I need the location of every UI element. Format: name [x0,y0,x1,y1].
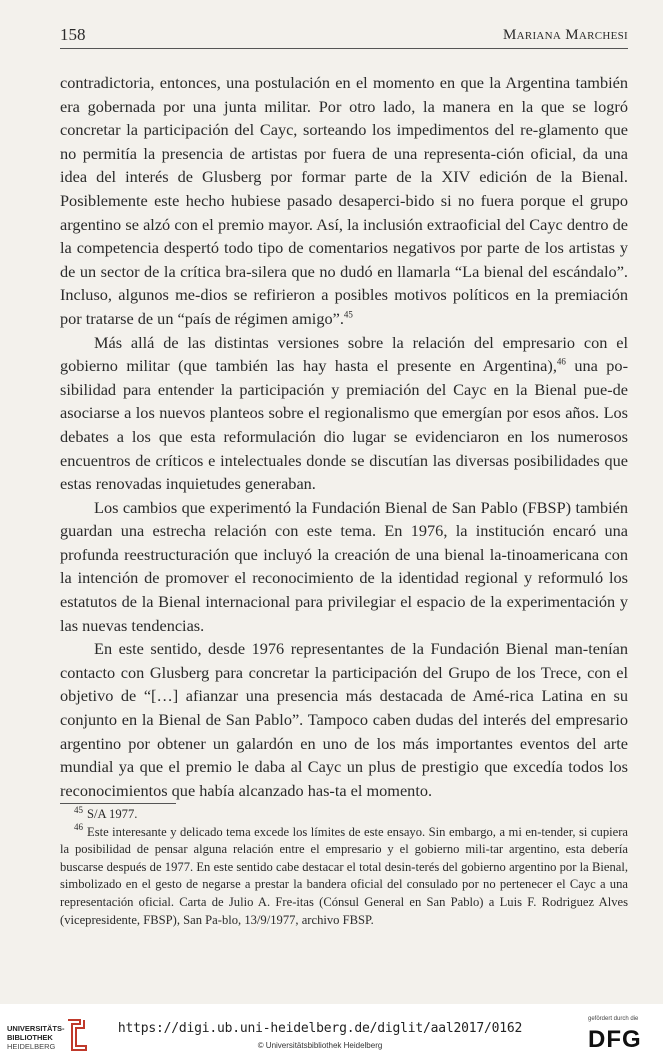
footnote-mark: 45 [74,804,83,815]
digitization-footer [0,1004,663,1059]
paragraph-4: En este sentido, desde 1976 representantes de la Fundación Bienal man-tenían contacto con Glusberg para concretar la participación del Grupo de los Trece, con el objetivo de “[…] afianzar una presencia más destacada de Amé-rica Latina en su conjunto en la Bienal de San Pablo”. Tampoco caben dudas del interés del empresario argentino por obtener un galardón en uno de los más importantes eventos del arte mundial ya que el premio le daba al Cayc un plus de prestigio que excedía todos los reconocimientos que había alcanzado has-ta el momento. [60,639,628,800]
paragraph-3: Los cambios que experimentó la Fundación Bienal de San Pablo (FBSP) también guardan una estrecha relación con este tema. En 1976, la institución encaró una profunda reestructuración que incluyó la creación de una bienal la-tinoamericana con la intención de promover el reconocimiento de la identidad regional y reformuló los estatutos de la Bienal internacional para privilegiar el espacio de la experimentación y las nuevas tendencias. [60,497,628,635]
footnote-46: $^{46}$ Este interesante y delicado tema excede los límites de este ensayo. Sin embargo, a mi en-tender, si cupiera la posibilidad de pensar alguna relación entre el empresario y el gobierno mili-tar argentino, esta debería buscarse después de 1977. En este sentido cabe destacar el total desin-terés del gobierno argentino por la Bienal, simbolizado en el gesto de negarse a prestar la bandera oficial del consulado por no pertenecer el Cayc a una representación oficial. Carta de Julio A. Fre-itas (Cónsul General en San Pablo) a Luis F. Rodriguez Alves (vicepresidente, FBSP), San Pa-blo, 13/9/1977, archivo FBSP. [60,822,628,927]
footnote-45: $^{45}$ S/A 1977. [74,804,138,821]
running-head: Mariana Marchesi [502,27,628,43]
page-header [60,24,628,49]
footnote-mark: 46 [74,822,83,833]
source-url-link[interactable]: https://digi.ub.uni-heidelberg.de/diglit/aal2017/0162 [117,1021,523,1036]
copyright-notice: © Universitätsbibliothek Heidelberg [257,1041,383,1050]
library-emblem-icon [62,1016,92,1054]
sponsor-text: gefördert durch die [588,1016,639,1022]
footnote-ref-45[interactable]: 45 [343,309,353,320]
library-logo: UNIVERSITÄTS- BIBLIOTHEK HEIDELBERG [7,1024,65,1051]
footnote-divider [60,803,176,804]
paragraph-2: Más allá de las distintas versiones sobre la relación del empresario con el gobierno militar (que también las hay hasta el presente en Argentina),$^{46}$ una po-sibilidad para entender la participación y premiación del Cayc en la Bienal pue-de asociarse a los nuevos planteos sobre el regionalismo que emergían por esos años. Los debates a los que esta reformulación dio lugar se evidenciaron en los numerosos encuentros de críticos e intelectuales donde se discutían las diversas posibilidades que estas renovadas inquietudes generaban. [60,332,628,494]
page-number: 158 [60,25,86,44]
footnote-ref-46[interactable]: 46 [556,356,566,367]
paragraph-1: contradictoria, entonces, una postulación en el momento en que la Argentina también era gobernada por una junta militar. Por otro lado, la manera en la que se logró concretar la participación del Cayc, sorteando los impedimentos del re-glamento que no permitía la presencia de artistas por fuera de una representa-ción oficial, da una idea del interés de Glusberg por formar parte de la XIV edición de la Bienal. Posiblemente este hecho hubiese pasado desaperci-bido si no fuera porque el grupo argentino se alzó con el premio mayor. Así, la inclusión extraoficial del Cayc dentro de la competencia despertó todo tipo de comentarios negativos por parte de los artistas y de un sector de la crítica bra-silera que no dudó en llamarla “La bienal del escándalo”. Incluso, algunos me-dios se refirieron a posibles motivos políticos en la premiación por tratarse de un “país de régimen amigo”.$^{45}$ [60,73,628,328]
dfg-logo: DFG [588,1026,642,1053]
body-text [60,71,628,802]
footnotes [60,806,628,929]
